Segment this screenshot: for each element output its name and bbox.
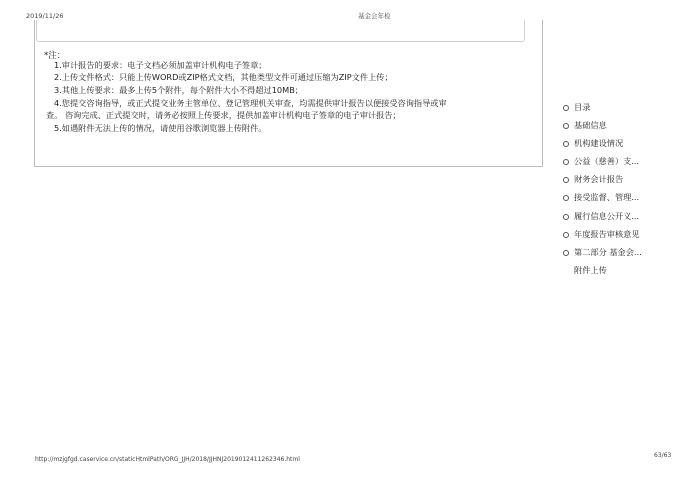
notice-line-5: 5.如遇附件无法上传的情况，请使用谷歌浏览器上传附件。 xyxy=(54,123,267,133)
circle-bullet-icon xyxy=(563,105,569,111)
toc-item-label: 机构建设情况 xyxy=(574,138,624,149)
page-title: 基金会年检 xyxy=(358,12,391,20)
notice-line-4-cont: 查。 咨询完成、正式提交时，请务必按照上传要求，提供加盖审计机构电子签章的电子审计报告； xyxy=(46,110,401,120)
toc-item-label: 财务会计报告 xyxy=(574,174,624,185)
toc-item-financial-report[interactable] xyxy=(560,173,670,191)
toc-item-label: 基础信息 xyxy=(574,120,607,131)
toc-item-label: 履行信息公开义... xyxy=(574,210,640,221)
circle-bullet-icon xyxy=(563,159,569,165)
toc-item-charity-spending[interactable] xyxy=(560,155,670,173)
toc-item-org-building[interactable] xyxy=(560,137,670,155)
circle-bullet-icon xyxy=(563,123,569,129)
notice-line-1: 1.审计报告的要求：电子文档必须加盖审计机构电子签章； xyxy=(54,60,267,70)
toc-item-label: 接受监督、管理... xyxy=(574,192,640,203)
footer-url: http://mzjgfgd.caservice.cn/staticHtmlPath/ORG_JJH/2018/JJHNJ2019012411262346.html xyxy=(35,456,300,463)
toc-item-label: 第二部分 基金会... xyxy=(574,246,642,257)
toc-item-label: 年度报告审核意见 xyxy=(574,228,640,239)
toc-item-label: 公益（慈善）支... xyxy=(574,156,640,167)
toc-item-disclosure[interactable] xyxy=(560,210,670,228)
notice-line-2: 2.上传文件格式：只能上传WORD或ZIP格式文档，其他类型文件可通过压缩为ZIP文件上传； xyxy=(54,72,393,82)
toc-item-label: 目录 xyxy=(574,102,591,112)
print-date: 2019/11/26 xyxy=(26,12,64,20)
notice-line-3: 3.其他上传要求：最多上传5个附件，每个附件大小不得超过10MB； xyxy=(54,85,303,95)
toc-item-part-two[interactable] xyxy=(560,246,670,264)
circle-bullet-icon xyxy=(563,250,569,256)
circle-bullet-icon xyxy=(563,141,569,147)
circle-bullet-icon xyxy=(563,232,569,238)
notice-line-4: 4.您提交咨询指导，或正式提交业务主管单位、登记管理机关审查，均需提供审计报告以便接受咨询指导或审 xyxy=(54,98,447,108)
toc-item-attachment-upload[interactable]: 附件上传 xyxy=(574,265,607,275)
toc-item-catalog[interactable] xyxy=(560,101,670,119)
toc-item-annual-review[interactable] xyxy=(560,228,670,246)
circle-bullet-icon xyxy=(563,177,569,183)
toc-item-basic-info[interactable] xyxy=(560,119,670,137)
notice-title: *注： xyxy=(44,51,66,61)
toc-item-supervision[interactable] xyxy=(560,191,670,209)
circle-bullet-icon xyxy=(563,214,569,220)
page-number: 63/63 xyxy=(654,452,672,459)
toc-nav xyxy=(560,101,670,264)
circle-bullet-icon xyxy=(563,195,569,201)
